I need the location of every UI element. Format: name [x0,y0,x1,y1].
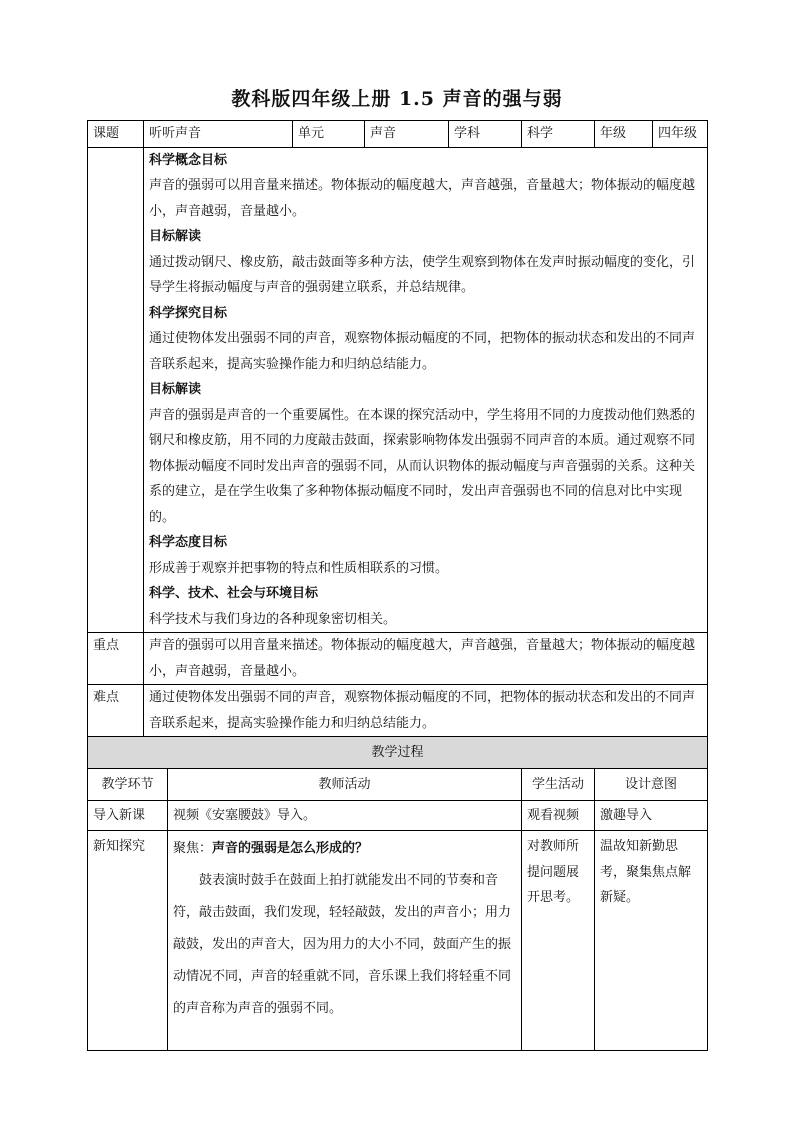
header-row [88,121,708,148]
difficulty-label: 难点 [88,685,144,737]
focus-line [173,833,516,865]
focus-prefix: 聚焦： [173,841,213,856]
col-student: 学生活动 [522,769,595,801]
unit-value: 声音 [365,121,449,148]
attitude-goal-text: 形成善于观察并把事物的特点和性质相联系的习惯。 [149,560,449,576]
concept-read-text: 通过拨动钢尺、橡皮筋，敲击鼓面等多种方法，使学生观察到物体在发声时振动幅度的变化，引导学生将振动幅度与声音的强弱建立联系，并总结规律。 [149,254,696,295]
explore-student: 对教师所提问题展开思考。 [522,831,595,1051]
key-point-row [88,633,708,685]
concept-goal-title: 科学概念目标 [149,152,228,168]
inquiry-read-title: 目标解读 [149,382,202,397]
topic-value: 听听声音 [144,121,293,148]
goals-cell [144,147,708,633]
focus-question: 声音的强弱是怎么形成的？ [212,841,369,856]
explore-teacher-text: 鼓表演时鼓手在鼓面上拍打就能发出不同的节奏和音符，敲击鼓面，我们发现，轻轻敲鼓，发出的声音小；用力敲鼓，发出的声音大，因为用力的大小不同，鼓面产生的振动情况不同，声音的轻重就不同，音乐课上我们将轻重不同的声音称为声音的强弱不同。 [173,873,512,1016]
intro-stage: 导入新课 [88,801,168,831]
explore-intent: 温故知新勤思考，聚集焦点解新疑。 [595,831,708,1051]
process-title-row [88,737,708,769]
difficulty-row [88,685,708,737]
key-point-label: 重点 [88,633,144,685]
col-teacher: 教师活动 [168,769,522,801]
inquiry-goal-text: 通过使物体发出强弱不同的声音，观察物体振动幅度的不同，把物体的振动状态和发出的不同声音联系起来，提高实验操作能力和归纳总结能力。 [149,331,696,372]
unit-label: 单元 [293,121,365,148]
inquiry-goal-title: 科学探究目标 [149,305,228,321]
subject-label: 学科 [449,121,522,148]
subject-value: 科学 [522,121,595,148]
explore-row [88,831,708,1051]
intro-intent: 激趣导入 [595,801,708,831]
page-title: 教科版四年级上册 1.5 声音的强与弱 [231,88,563,110]
grade-label: 年级 [595,121,653,148]
process-title: 教学过程 [88,737,708,769]
topic-label: 课题 [88,121,144,148]
concept-read-title: 目标解读 [149,229,202,244]
inquiry-read-text: 声音的强弱是声音的一个重要属性。在本课的探究活动中，学生将用不同的力度拨动他们熟悉的钢尺和橡皮筋，用不同的力度敲击鼓面，探索影响物体发出强弱不同声音的本质。通过观察不同物体振动幅度不同时发出声音的强弱不同，从而认识物体的振动幅度与声音强弱的关系。这种关系的建立，是在学生收集了多种物体振动幅度不同时，发出声音强弱也不同的信息对比中实现的。 [149,407,696,525]
process-header-row [88,769,708,801]
explore-teacher [168,831,522,1051]
goals-row [88,147,708,633]
col-intent: 设计意图 [595,769,708,801]
intro-student: 观看视频 [522,801,595,831]
explore-stage: 新知探究 [88,831,168,1051]
intro-row [88,801,708,831]
attitude-goal-title: 科学态度目标 [149,535,228,550]
concept-goal-text: 声音的强弱可以用音量来描述。物体振动的幅度越大，声音越强，音量越大；物体振动的幅度越小，声音越弱，音量越小。 [149,178,696,219]
grade-value: 四年级 [653,121,708,148]
goals-label-cell [88,147,144,633]
stse-goal-text: 科学技术与我们身边的各种现象密切相关。 [149,611,397,627]
difficulty-text: 通过使物体发出强弱不同的声音，观察物体振动幅度的不同，把物体的振动状态和发出的不同声音联系起来，提高实验操作能力和归纳总结能力。 [144,685,708,737]
key-point-text: 声音的强弱可以用音量来描述。物体振动的幅度越大，声音越强，音量越大；物体振动的幅度越小，声音越弱，音量越小。 [144,633,708,685]
col-stage: 教学环节 [88,769,168,801]
lesson-plan-table [87,120,708,1051]
intro-teacher: 视频《安塞腰鼓》导入。 [168,801,522,831]
stse-goal-title: 科学、技术、社会与环境目标 [149,586,319,601]
